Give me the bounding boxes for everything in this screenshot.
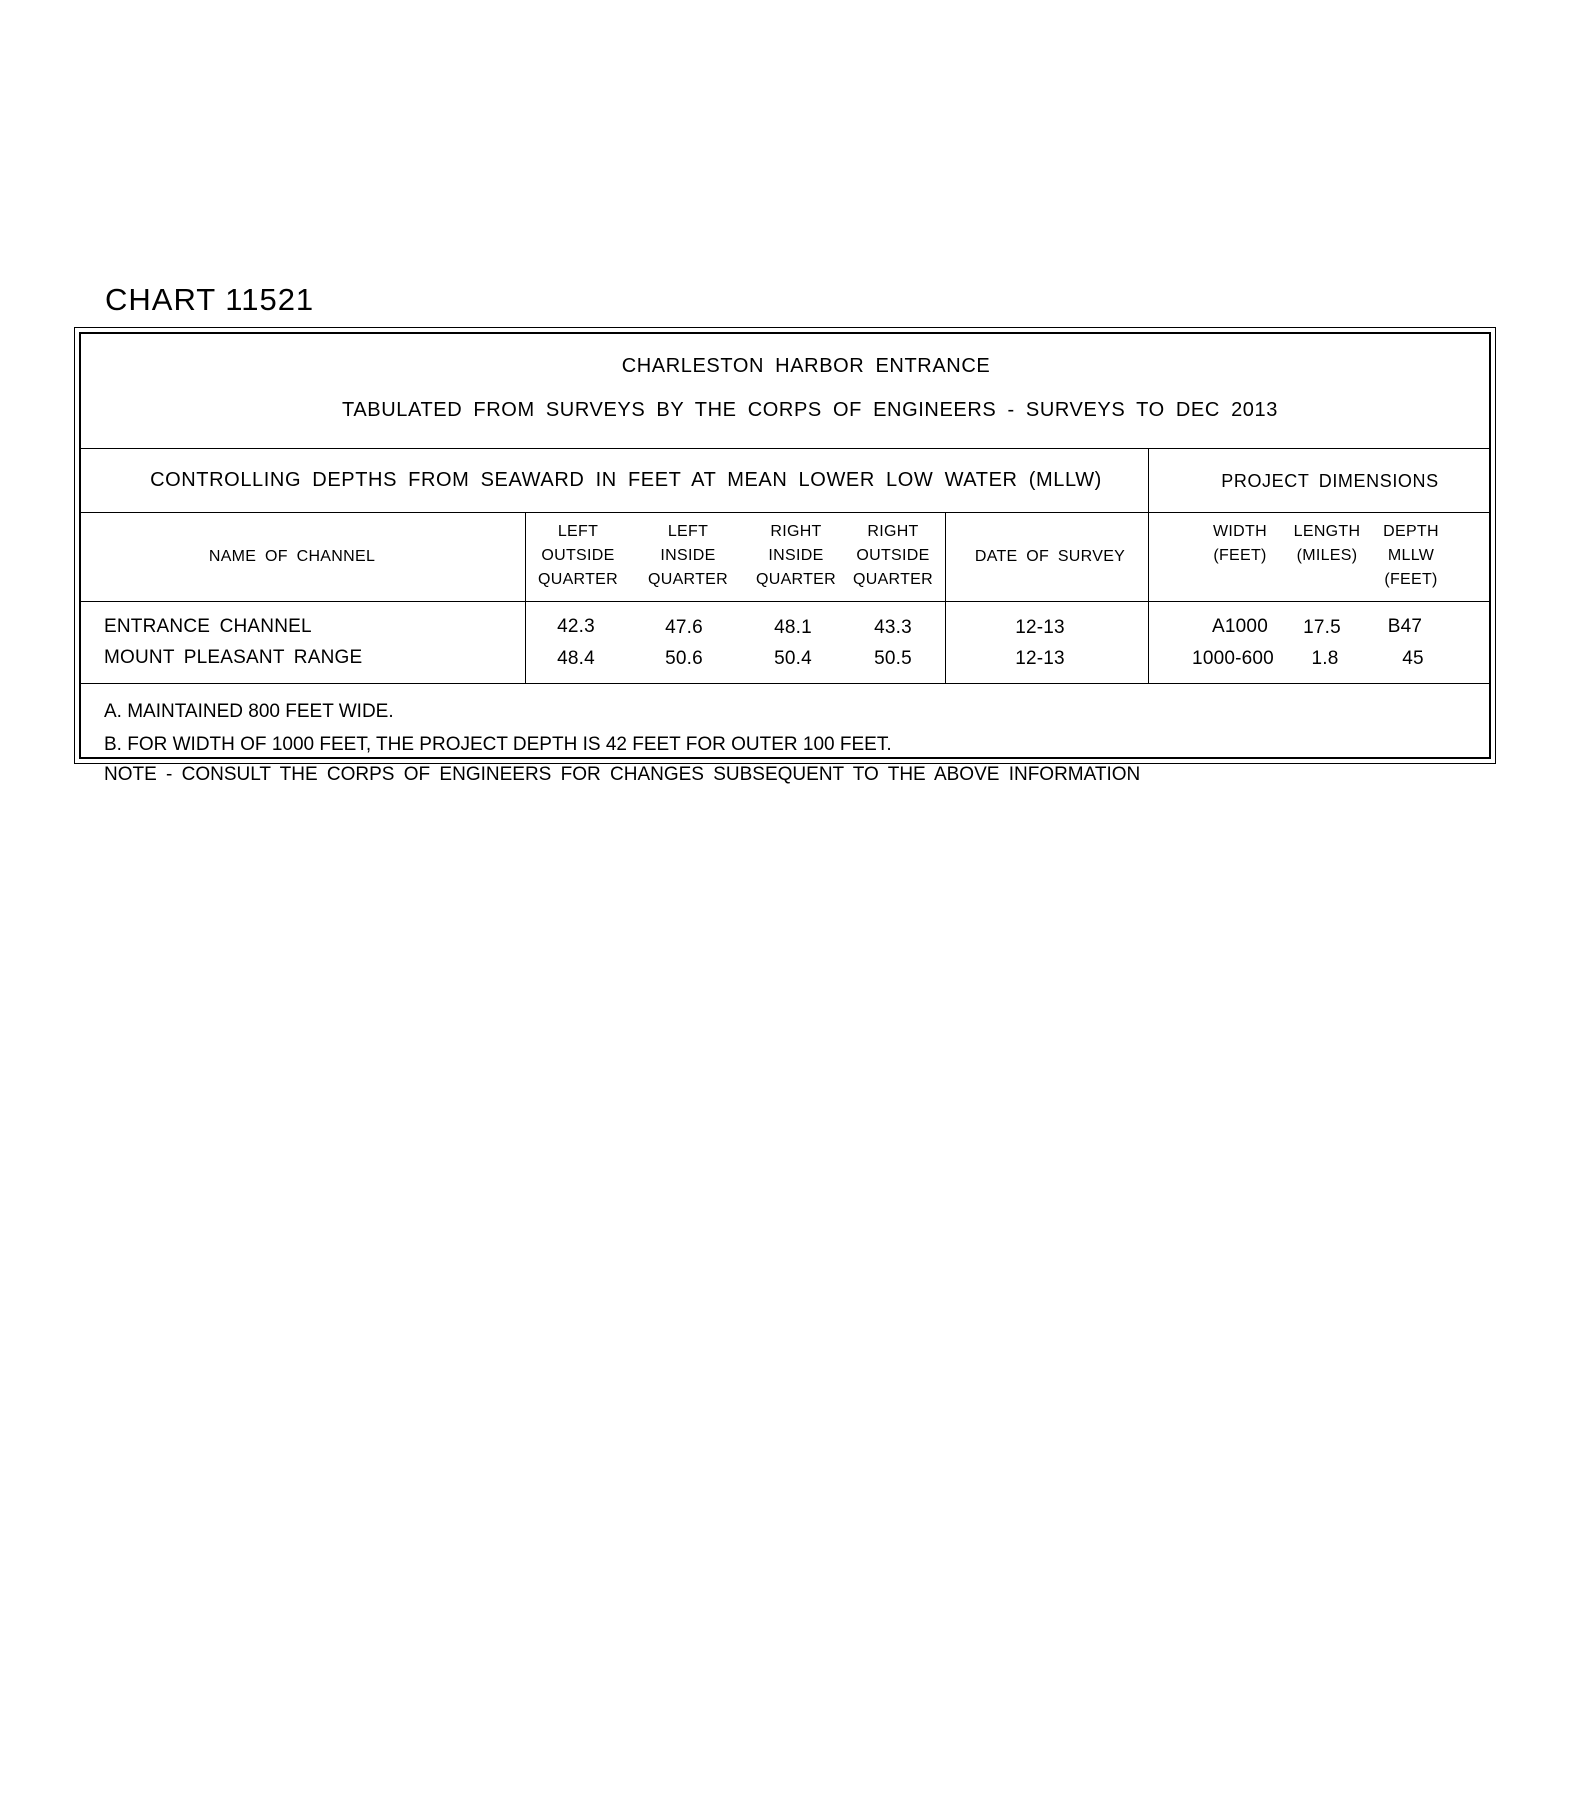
- row-width-value: 1000-600: [1192, 648, 1274, 669]
- row-right-outside-value: 43.3: [874, 617, 912, 638]
- column-header-date: DATE OF SURVEY: [974, 548, 1126, 565]
- divider-title: [80, 448, 1490, 449]
- table-subtitle: TABULATED FROM SURVEYS BY THE CORPS OF ENGINEERS - SURVEYS TO DEC 2013: [342, 399, 1278, 421]
- project-dimensions-header: PROJECT DIMENSIONS: [1221, 471, 1439, 491]
- table-title: CHARLESTON HARBOR ENTRANCE: [621, 355, 991, 377]
- row-depth-value: 45: [1402, 648, 1424, 669]
- column-header-right-outside: RIGHT OUTSIDE QUARTER: [852, 523, 934, 588]
- row-date-value: 12-13: [1015, 617, 1065, 638]
- column-header-right-inside: RIGHT INSIDE QUARTER: [755, 523, 837, 588]
- row-left-outside-value: 42.3: [557, 616, 595, 637]
- row-left-inside-value: 50.6: [665, 648, 703, 669]
- column-header-length: LENGTH (MILES): [1293, 523, 1361, 564]
- column-header-depth: DEPTH MLLW (FEET): [1383, 523, 1439, 588]
- row-length-value: 1.8: [1311, 648, 1339, 669]
- row-channel-name: ENTRANCE CHANNEL: [104, 616, 312, 637]
- column-header-name: NAME OF CHANNEL: [208, 548, 376, 565]
- row-left-inside-value: 47.6: [665, 617, 703, 638]
- divider-section: [80, 512, 1490, 513]
- row-right-outside-value: 50.5: [874, 648, 912, 669]
- row-date-value: 12-13: [1015, 648, 1065, 669]
- divider-name-column: [525, 512, 526, 683]
- divider-date-column: [945, 512, 946, 683]
- chart-number: CHART 11521: [105, 282, 315, 317]
- row-length-value: 17.5: [1303, 617, 1341, 638]
- row-right-inside-value: 50.4: [774, 648, 812, 669]
- column-header-left-inside: LEFT INSIDE QUARTER: [647, 523, 729, 588]
- divider-project-dimensions: [1148, 448, 1149, 683]
- controlling-depths-header: CONTROLLING DEPTHS FROM SEAWARD IN FEET AT MEAN LOWER LOW WATER (MLLW): [150, 469, 1102, 491]
- row-width-value: A1000: [1212, 616, 1268, 637]
- row-left-outside-value: 48.4: [557, 648, 595, 669]
- divider-notes: [80, 683, 1490, 684]
- note-a: A. MAINTAINED 800 FEET WIDE.: [104, 701, 394, 722]
- divider-columns: [80, 601, 1490, 602]
- row-channel-name: MOUNT PLEASANT RANGE: [104, 647, 363, 668]
- column-header-width: WIDTH (FEET): [1213, 523, 1267, 564]
- column-header-left-outside: LEFT OUTSIDE QUARTER: [537, 523, 619, 588]
- note-consult: NOTE - CONSULT THE CORPS OF ENGINEERS FOR CHANGES SUBSEQUENT TO THE ABOVE INFORMATION: [104, 764, 1141, 785]
- row-depth-value: B47: [1387, 616, 1423, 637]
- row-right-inside-value: 48.1: [774, 617, 812, 638]
- note-b: B. FOR WIDTH OF 1000 FEET, THE PROJECT DEPTH IS 42 FEET FOR OUTER 100 FEET.: [104, 734, 892, 755]
